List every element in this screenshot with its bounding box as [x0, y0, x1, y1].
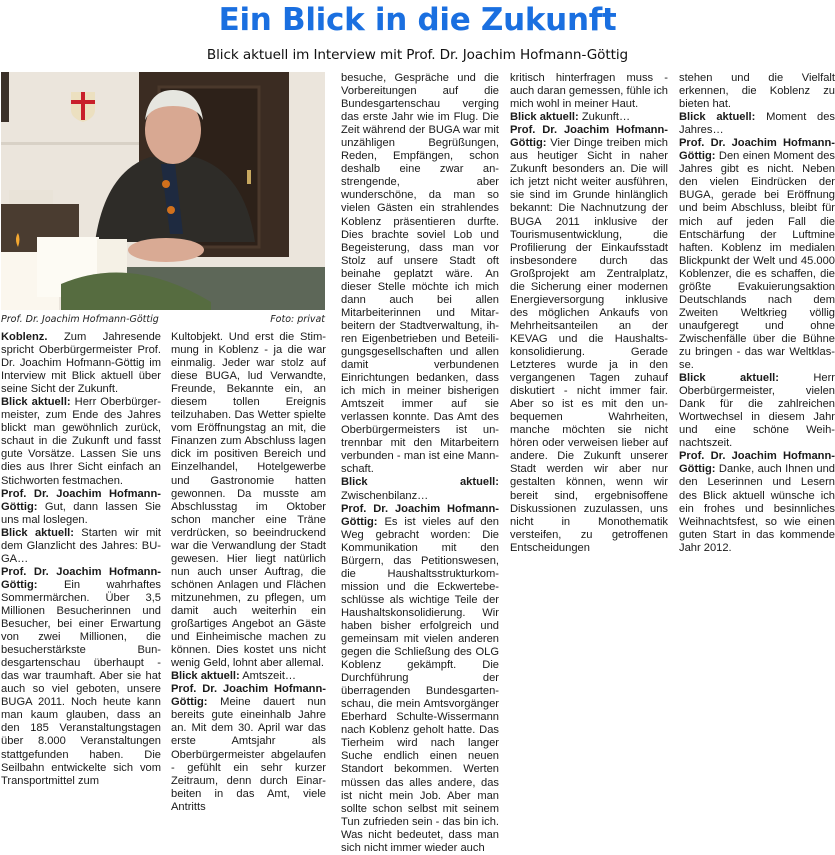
- question-text: Moment des Jahres…: [679, 111, 835, 137]
- answer-1: [1, 488, 161, 527]
- speaker-label: Blick aktuell:: [1, 526, 74, 539]
- portrait-photo-illustration: [1, 72, 325, 310]
- article-subtitle: Blick aktuell im Interview mit Prof. Dr. Joachim Hofmann-Göttig: [206, 47, 629, 63]
- answer-text: Es ist vieles auf den Weg gebracht worden: Die Kommunikation mit den Bürgern, das Petitionswesen, die Haushaltsstrukturkommission und die Eckwertebeschlüsse als wichtige Teile der Haushaltskonsolidierung. Wir haben bisher erfolgreich und gemeinsam mit vielen anderen gegen die Schließung des OLG Koblenz gekämpft. Die Durchführung der überragenden Bundesgartenschau, die mein Amtsvorgänger Eberhard Schulte-Wissermann nach Koblenz geholt hatte. Das Tierheim wird nach langer Suche endlich einen neuen Standort bekommen. Werten müssen das alles andere, das ist nicht mein Job. Aber man sollte schon selbst mit seinem Tun zufrieden sein - das bin ich. Was nicht bedeutet, dass man sich nicht immer wieder auch: [341, 515, 499, 854]
- speaker-label: Blick aktuell:: [171, 670, 240, 683]
- speaker-label: Prof. Dr. Joachim Hofmann-Göttig:: [171, 683, 326, 709]
- dateline: Koblenz.: [1, 331, 48, 343]
- question-6: [679, 111, 835, 137]
- speaker-label: Prof. Dr. Joachim Hofmann-Göttig:: [1, 565, 161, 591]
- answer-7: [679, 450, 835, 554]
- question-text: Zukunft…: [578, 111, 631, 124]
- answer-2-continued: Kultobjekt. Und erst die Stimmung in Koblenz - ja die war einmalig. Jeder war stolz auf diese BUGA, lud Verwandte, Freunde, Bekannte ein, an diesem tollen Ereignis teilzuhaben. Das Wetter spielte vom Eröffnungstag an mit, die Finanzen zum Abschluss lagen dick im positiven Bereich und Einzelhandel, Hotelgewerbe und Gastronomie hatten gewonnen. Da musste am Abschlusstag im Oktober schon mancher eine Träne verdrücken, so beeindruckend war die Verwandlung der Stadt gewesen. Hier liegt natürlich nun auch unser Auftrag, die schönen Anlagen und Flächen mitzunehmen, zu pflegen, um damit auch weiterhin ein großartiges Angebot an Gäste und Einheimische machen zu können. Dies kostet uns nicht wenig Geld, lohnt aber allemal.: [171, 331, 326, 670]
- photo-caption: [1, 313, 325, 327]
- article-title: Ein Blick in die Zukunft: [218, 2, 617, 38]
- answer-6: [679, 137, 835, 372]
- portrait-photo: [1, 72, 325, 310]
- speaker-label: Prof. Dr. Joachim Hofmann-Göttig:: [510, 124, 668, 150]
- answer-3-continued: besuche, Gespräche und die Vorbereitungen auf die Bundesgartenschau verging das erste Jahr wie im Flug. Die Zeit während der BUGA war mit unzähligen Begrüßungen, Reden, Empfängen, schon deshalb eine zwar anstrengende, aber wunderschöne, da man so vielen Gästen ein strahlendes Koblenz präsentieren durfte. Dies brachte soviel Lob und Begeisterung, dass man vor Stolz auf unsere Stadt oft beinahe geplatzt wäre. An dieser Stelle möchte ich mich dann auch bei allen Mitarbeiterinnen und Mitarbeitern der Stadtverwaltung, ihren Eigenbetrieben und Beteiligungsgesellschaften und allen damit verbundenen Einrichtungen bedanken, dass ich mich in meiner bisherigen Amtszeit immer auf sie verlassen konnte. Das Amt des Oberbürgermeisters ist untrennbar mit den Mitarbeitern verbunden - man ist eine Mannschaft.: [341, 72, 499, 476]
- intro-text: Zum Jahresende spricht Oberbürgermeister Prof. Dr. Joachim Hofmann-Göttig im Interview mit Blick aktuell über seine Sicht der Zukunft.: [1, 331, 161, 396]
- answer-text: Ein wahrhaftes Sommermärchen. Über 3,5 Millionen Besucherinnen und Besucher, bei einer Erwartung von zwei Millionen, die besucherstärkste Bundesgartenschau überhaupt - das war traumhaft. Aber sie hat auch so viel geboten, unsere BUGA 2011. Noch heute kann man kaum glauben, dass an den 185 Veranstaltungstagen über 8.000 Veranstaltungen stattgefunden haben. Die Seilbahn entwickelte sich vom Transportmittel zum: [1, 578, 161, 787]
- speaker-label: Blick aktuell:: [679, 372, 779, 385]
- speaker-label: Blick aktuell:: [1, 396, 71, 409]
- photo-credit: Foto: privat: [270, 314, 325, 325]
- question-5: [510, 111, 668, 124]
- speaker-label: Blick aktuell:: [679, 111, 756, 124]
- article-column-1: [1, 331, 161, 788]
- speaker-label: Prof. Dr. Joachim Hofmann-Göttig:: [1, 487, 161, 513]
- article-column-2: [171, 331, 326, 814]
- article-column-3: [341, 72, 499, 855]
- answer-4-continued: kritisch hinterfragen muss - auch daran gemessen, fühle ich mich wohl in meiner Haut.: [510, 72, 668, 111]
- speaker-label: Prof. Dr. Joachim Hofmann-Göttig:: [679, 450, 835, 476]
- answer-text: Den einen Moment des Jahres gibt es nicht. Neben den vielen Eindrücken der BUGA, gerade bei Eröffnung und beim Abschluss, bleibt für mich auf jeden Fall die Entschärfung der Luftmine haften. Koblenz im medialen Blickpunkt der Welt und 45.000 Koblenzer, die es schaffen, die größte Evakuierungsaktion Deutschlands nach dem Zweiten Weltkrieg völlig unaufgeregt und ohne Zwischenfälle über die Bühne zu bringen - das war Weltklasse.: [679, 150, 835, 372]
- answer-5: [510, 124, 668, 555]
- question-4: [341, 476, 499, 502]
- question-1: [1, 396, 161, 487]
- speaker-label: Prof. Dr. Joachim Hofmann-Göttig:: [341, 502, 499, 528]
- answer-3: [171, 683, 326, 813]
- coat-of-arms-icon: [71, 92, 95, 122]
- photo-caption-name: Prof. Dr. Joachim Hofmann-Göttig: [1, 314, 159, 325]
- speaker-label: Blick aktuell:: [341, 476, 499, 489]
- speaker-label: Prof. Dr. Joachim Hofmann-Göttig:: [679, 137, 835, 163]
- speaker-label: Blick aktuell:: [510, 111, 579, 124]
- answer-2: [1, 566, 161, 788]
- question-3: [171, 670, 326, 683]
- question-text: Starten wir mit dem Glanzlicht des Jahres: BUGA…: [1, 526, 161, 565]
- question-text: Amtszeit…: [239, 670, 297, 683]
- question-text: Herr Oberbürgermeister, zum Ende des Jahres blickt man gewöhnlich zurück, schaut in die Zukunft und fasst gute Vorsätze. Lassen Sie uns dies aus Ihrer Sicht einfach an Stichworten festmachen.: [1, 396, 161, 487]
- question-text: Herr Oberbürgermeister, vielen Dank für die zahlreichen Wortwechsel in diesem Jahr und eine schöne Weihnachtszeit.: [679, 372, 835, 450]
- answer-5-continued: stehen und die Vielfalt erkennen, die Koblenz zu bieten hat.: [679, 72, 835, 111]
- answer-text: Vier Dinge treiben mich aus heutiger Sicht in naher Zukunft besonders an. Die will ich jetzt nicht weiter ausführen, sie sind im Grunde hinlänglich bekannt: Die Nachnutzung der BUGA 2011 inklusive der Tourismusentwicklung, die Profilierung der Einkaufsstadt insbesondere durch das Großprojekt am Zentralplatz, die Sicherung einer modernen Energieversorgung inklusive des möglichen Ankaufs von Mehrheitsanteilen an der KEVAG und die Haushaltskonsolidierung. Gerade Letzteres wurde ja in den vergangenen Tagen zuhauf diskutiert - nicht immer fair. Aber so ist es mit den unbequemen Wahrheiten, manche möchten sie nicht hören oder verweisen lieber auf andere. Die Zukunft unserer Stadt werden wir aber nur gestalten können, wenn wir bereit sind, ergebnisoffene Diskussionen zuzulassen, uns nicht in Monothematik versteifen, zu getroffenen Entscheidungen: [510, 137, 668, 554]
- answer-text: Danke, auch Ihnen und den Leserinnen und Lesern des Blick aktuell wünsche ich ein frohes und besinnliches Weihnachtsfest, so wie einen guten Start in das kommende Jahr 2012.: [679, 463, 835, 554]
- answer-text: Meine dauert nun bereits gute eineinhalb Jahre an. Mit dem 30. April war das erste Amtsjahr als Oberbürgermeister abgelaufen - gefühlt ein sehr kurzer Zeitraum, denn durch Einarbeiten in das Amt, viele Antritts: [171, 696, 326, 813]
- question-text: Zwischenbilanz…: [341, 489, 429, 502]
- article-column-5: [679, 72, 835, 555]
- article-column-4: [510, 72, 668, 555]
- answer-4: [341, 503, 499, 855]
- answer-text: Gut, dann lassen Sie uns mal loslegen.: [1, 500, 161, 526]
- question-2: [1, 527, 161, 566]
- intro-paragraph: [1, 331, 161, 396]
- question-7: [679, 372, 835, 450]
